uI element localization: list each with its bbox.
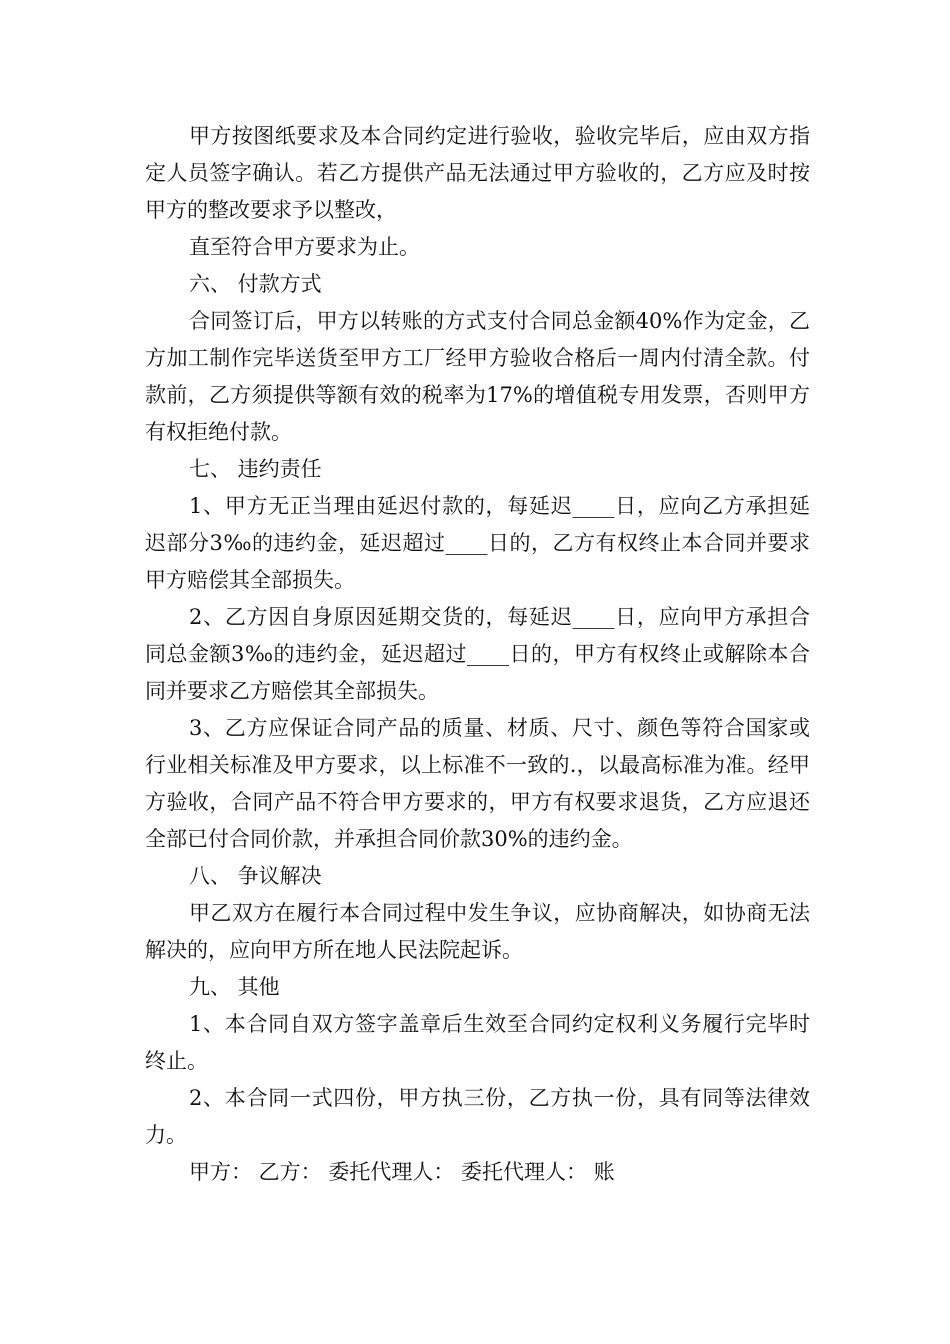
paragraph-liability-3: 3、乙方应保证合同产品的质量、材质、尺寸、颜色等符合国家或行业相关标准及甲方要求，以上标准不一致的.，以最高标准为准。经甲方验收，合同产品不符合甲方要求的，甲方有权要求退货，乙方应退还全部已付合同价款，并承担合同价款30%的违约金。 <box>145 716 810 851</box>
paragraph-payment: 合同签订后，甲方以转账的方式支付合同总金额40%作为定金，乙方加工制作完毕送货至甲方工厂经甲方验收合格后一周内付清全款。付款前，乙方须提供等额有效的税率为17%的增值税专用发票，否则甲方有权拒绝付款。 <box>145 309 810 444</box>
section-heading-dispute: 八、 争议解决 <box>189 864 322 888</box>
paragraph-other-2: 2、本合同一式四份，甲方执三份，乙方执一份，具有同等法律效力。 <box>145 1086 810 1147</box>
signature-line: 甲方： 乙方： 委托代理人： 委托代理人： 账 <box>189 1160 615 1184</box>
paragraph-other-1: 1、本合同自双方签字盖章后生效至合同约定权利义务履行完毕时终止。 <box>145 1012 810 1073</box>
document-body <box>145 118 810 1191</box>
paragraph-liability-1: 1、甲方无正当理由延迟付款的，每延迟____日，应向乙方承担延迟部分3‰的违约金，延迟超过____日的，乙方有权终止本合同并要求甲方赔偿其全部损失。 <box>145 494 810 592</box>
paragraph-liability-2: 2、乙方因自身原因延期交货的，每延迟____日，应向甲方承担合同总金额3‰的违约金，延迟超过____日的，甲方有权终止或解除本合同并要求乙方赔偿其全部损失。 <box>145 605 810 703</box>
paragraph-dispute: 甲乙双方在履行本合同过程中发生争议，应协商解决，如协商无法解决的，应向甲方所在地人民法院起诉。 <box>145 901 810 962</box>
paragraph-acceptance-end: 直至符合甲方要求为止。 <box>189 235 420 259</box>
section-heading-payment: 六、 付款方式 <box>189 272 322 296</box>
section-heading-other: 九、 其他 <box>189 975 280 999</box>
paragraph-acceptance: 甲方按图纸要求及本合同约定进行验收，验收完毕后，应由双方指定人员签字确认。若乙方提供产品无法通过甲方验收的，乙方应及时按甲方的整改要求予以整改， <box>145 124 810 222</box>
section-heading-liability: 七、 违约责任 <box>189 457 322 481</box>
